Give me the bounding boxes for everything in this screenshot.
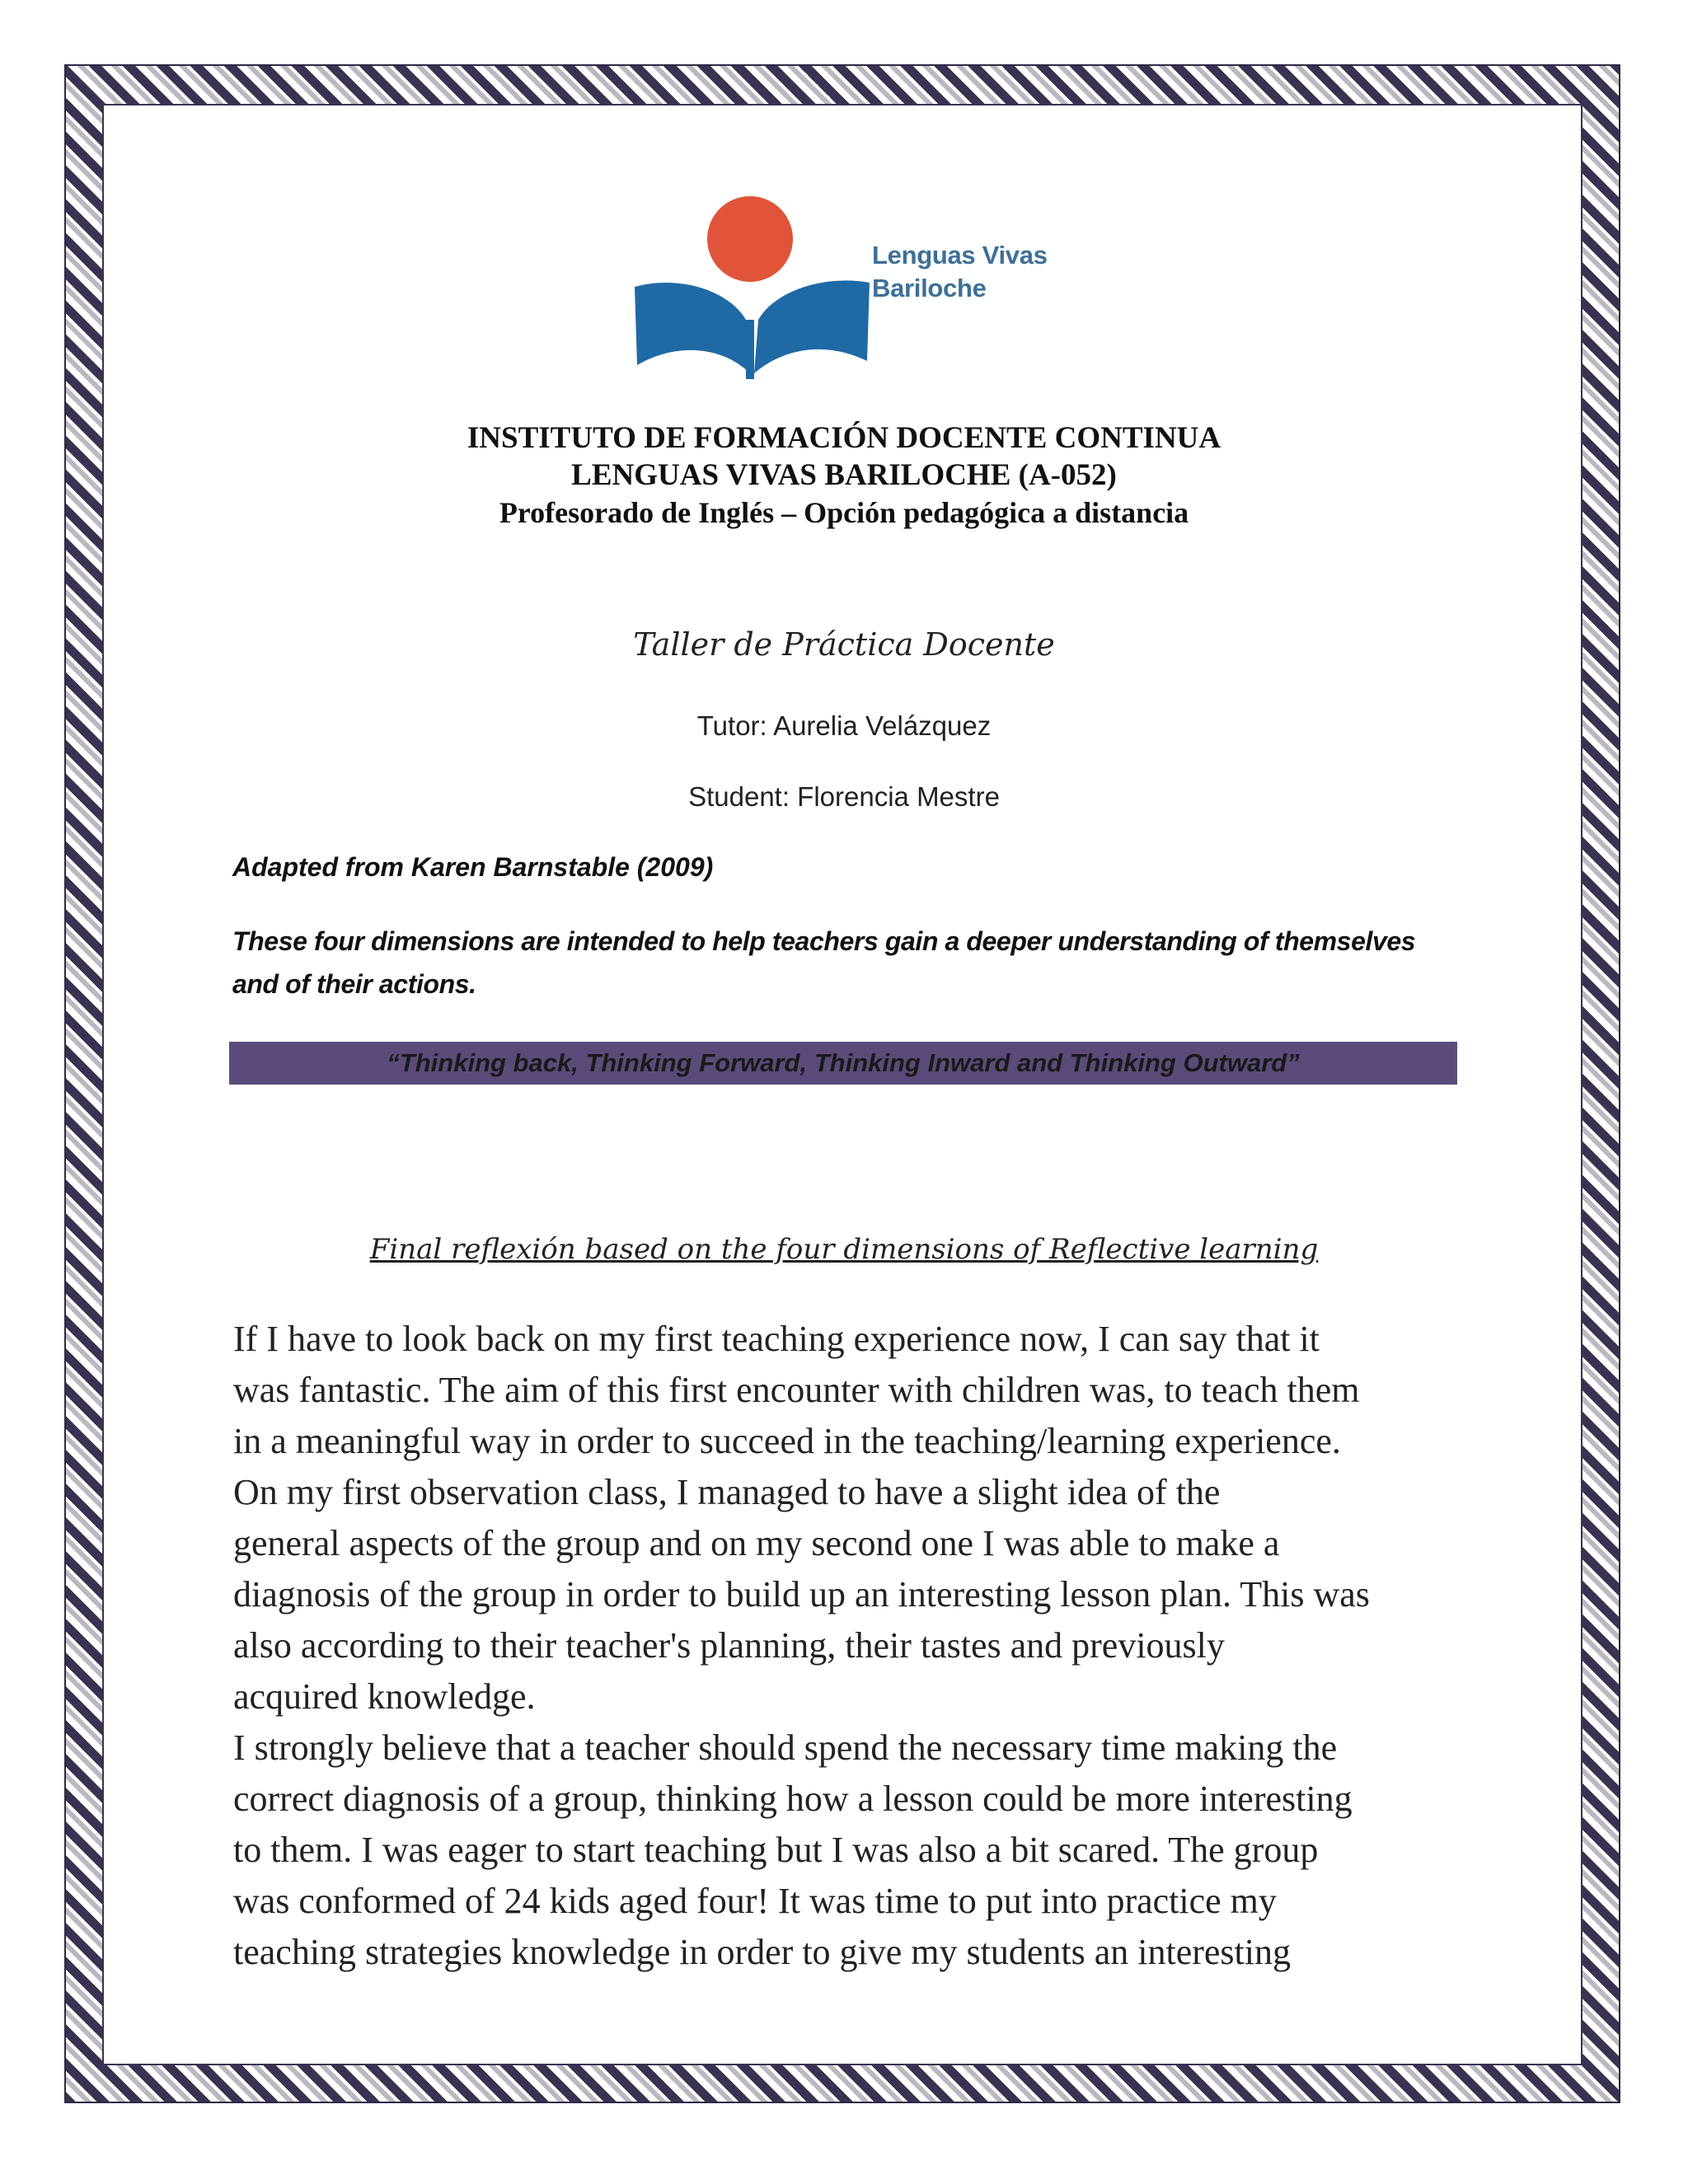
dimensions-line-2: and of their actions. [232,969,476,999]
body-line: to them. I was eager to start teaching but I was also a bit scared. The group [233,1830,1319,1870]
institute-name: INSTITUTO DE FORMACIÓN DOCENTE CONTINUA [467,421,1221,455]
body-line: in a meaningful way in order to succeed in the teaching/learning experience. [233,1421,1341,1461]
body-line: teaching strategies knowledge in order to give my students an interesting [233,1932,1292,1972]
body-line: general aspects of the group and on my second one I was able to make a [233,1523,1280,1563]
course-title: Taller de Práctica Docente [633,626,1055,663]
section-subtitle: Final reflexión based on the four dimensions of Reflective learning [369,1233,1319,1266]
logo-sun-icon [707,196,793,282]
body-line: was fantastic. The aim of this first encounter with children was, to teach them [233,1370,1360,1410]
logo-line-1: Lenguas Vivas [872,241,1048,269]
body-line: also according to their teacher's planning, their tastes and previously [233,1625,1225,1666]
body-line: diagnosis of the group in order to build up an interesting lesson plan. This was [233,1574,1370,1615]
body-line: was conformed of 24 kids aged four! It was time to put into practice my [233,1881,1277,1921]
dimensions-intro [232,920,1452,1005]
tutor-line: Tutor: Aurelia Velázquez [696,710,992,741]
reflection-body [233,1314,1470,1978]
logo-line-2: Bariloche [872,274,987,302]
dimensions-line-1: These four dimensions are intended to help teachers gain a deeper understanding of themselves [232,926,1416,956]
school-name: LENGUAS VIVAS BARILOCHE (A-052) [571,458,1117,492]
adapted-from: Adapted from Karen Barnstable (2009) [232,852,714,882]
body-line: If I have to look back on my first teaching experience now, I can say that it [233,1319,1320,1359]
body-line: I strongly believe that a teacher should spend the necessary time making the [233,1727,1338,1768]
body-line: correct diagnosis of a group, thinking how a lesson could be more interesting [233,1779,1353,1819]
thinking-banner: “Thinking back, Thinking Forward, Thinking Inward and Thinking Outward” [229,1042,1457,1085]
logo-wordmark [872,239,1048,305]
student-line: Student: Florencia Mestre [688,781,1000,812]
logo-book-icon [635,283,750,373]
body-line: On my first observation class, I managed to have a slight idea of the [233,1472,1221,1512]
body-line: acquired knowledge. [233,1676,536,1717]
program-name: Profesorado de Inglés – Opción pedagógica a distancia [499,496,1189,529]
